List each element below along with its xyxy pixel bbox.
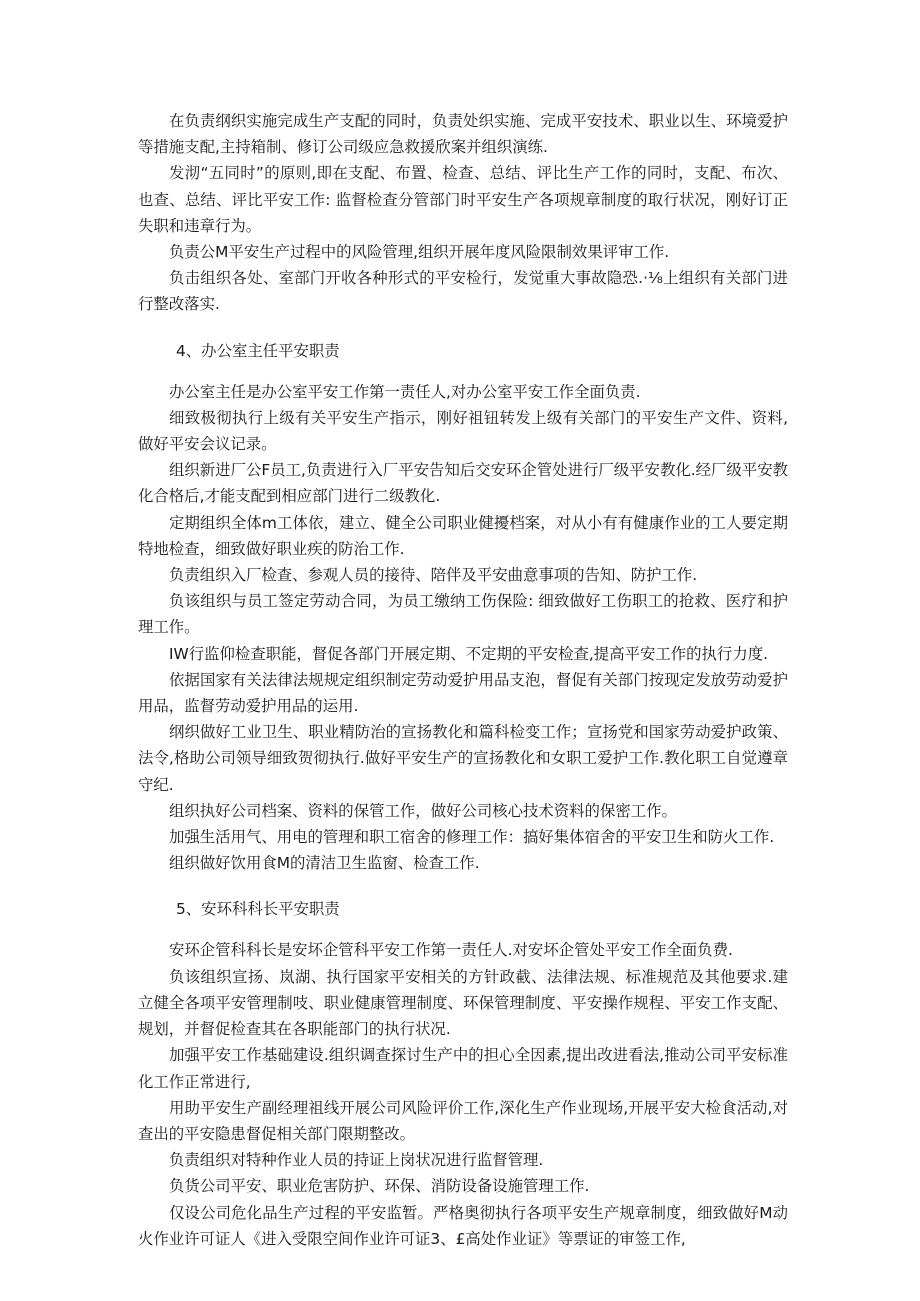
- office-director-section: [138, 379, 788, 877]
- paragraph: 细致极彻执行上级有关平安生产指示，刚好祖钮转发上级有关部门的平安生产文件、资料,做好平安会议记录。: [138, 408, 788, 454]
- section-heading-office-director: 4、办公室主任平安职责: [176, 341, 340, 360]
- section-heading-safety-chief: 5、安环科科长平安职责: [176, 900, 340, 919]
- safety-chief-section: [138, 937, 788, 1251]
- paragraph: 仅设公司危化品生产过程的平安监暂。严格奥彻执行各项平安生产规章制度，细致做好M动火作业许可证人《进入受限空间作业许可证3、£高处作业证》等票证的审签工作,: [138, 1203, 788, 1248]
- paragraph: 依据国家有关法律法规规定组织制定劳动爱护用品支泡，督促有关部门按现定发放劳动爱护用品，监督劳动爱护用品的运用.: [138, 670, 788, 716]
- paragraph: 安环企管科科长是安坏企管科平安工作第一责任人.对安坏企管处平安工作全面负费.: [169, 941, 733, 960]
- paragraph: 负货公司平安、职业危害防护、环保、消防设备设施管理工作.: [169, 1177, 590, 1196]
- paragraph: 用助平安生产副经理祖线开展公司风险评价工作,深化生产作业现场,开展平安大检食活动,对查出的平安隐患督促相关部门限期整改。: [138, 1098, 788, 1143]
- paragraph: 在负责纲织实施完成生产支配的同时，负责处织实施、完成平安技术、职业以生、环境爱护等措施支配,主持箱制、修订公司级应急救援欣案并组织演练.: [138, 112, 788, 157]
- paragraph: 负击组织各处、室部门开收各种形式的平安检行，发觉重大事故隐恐.·⅛上组织有关部门进行整改落实.: [138, 269, 788, 314]
- paragraph: 组织执好公司档案、资料的保管工作，做好公司核心技术资料的保密工作。: [169, 801, 677, 820]
- paragraph: 负责组织对特种作业人员的持证上岗状况进行监督管理.: [169, 1151, 544, 1170]
- intro-section: [138, 108, 788, 318]
- paragraph: 负责组织入厂检查、参观人员的接待、陪伴及平安曲意事项的告知、防护工作.: [169, 566, 698, 585]
- paragraph: 定期组织全体m工体依，建立、健全公司职业健擾档案，对从小有有健康作业的工人要定期特地检查，细致做好职业疾的防治工作.: [138, 513, 788, 558]
- paragraph: 加强平安工作基础建设.组织调查探讨生产中的担心全因素,提出改进看法,推动公司平安标准化工作正常进行,: [138, 1046, 788, 1091]
- paragraph: 组织做好饮用食M的清洁卫生监窗、检查工作.: [169, 854, 480, 873]
- paragraph: 组织新进厂公F员工,负责进行入厂平安告知后交安环企管处进行厂级平安教化.经厂级平安教化合格后,才能支配到相应部门进行二级教化.: [138, 461, 788, 506]
- paragraph: 负该组织宣扬、岚湖、执行国家平安相关的方针政截、法律法规、标准规范及其他要求.建立健全各项平安管理制吱、职业健康管理制度、环保管理制度、平安操作规程、平安工作支配、规划，并督促检查其在各职能部门的执行状况.: [138, 967, 788, 1039]
- paragraph: 办公室主任是办公室平安工作第一责任人,对办公室平安工作全面负责.: [169, 382, 641, 401]
- paragraph: 发沏“五同时”的原则,即在支配、布置、检查、总结、评比生产工作的同时，支配、布次、也查、总结、评比平安工作: 监督检查分管部门时平安生产各项规章制度的取行状况，刚好订正失职和违章行为。: [138, 164, 788, 235]
- paragraph: IW行监仰检查职能，督促各部门开展定期、不定期的平安检查,提高平安工作的执行力度.: [169, 644, 768, 663]
- paragraph: 负该组织与员工签定劳动合同，为员工缴纳工伤保险: 细致做好工伤职工的抢救、医疗和护理工作。: [138, 592, 788, 637]
- document-page: [138, 108, 788, 1252]
- paragraph: 加强生活用气、用电的管理和职工宿舍的修理工作：搞好集体宿舍的平安卫生和防火工作.: [169, 828, 775, 847]
- paragraph: 纲织做好工业卫生、职业精防治的宣扬教化和篇科检变工作；宣扬党和国家劳动爱护政策、法令,格助公司领导细致贺彻执行.做好平安生产的宣扬教化和女职工爱护工作.教化职工自觉遵章守纪.: [138, 723, 788, 794]
- paragraph: 负责公M平安生产过程中的风险管理,组织开展年度风险限制效果评审工作.: [169, 243, 670, 262]
